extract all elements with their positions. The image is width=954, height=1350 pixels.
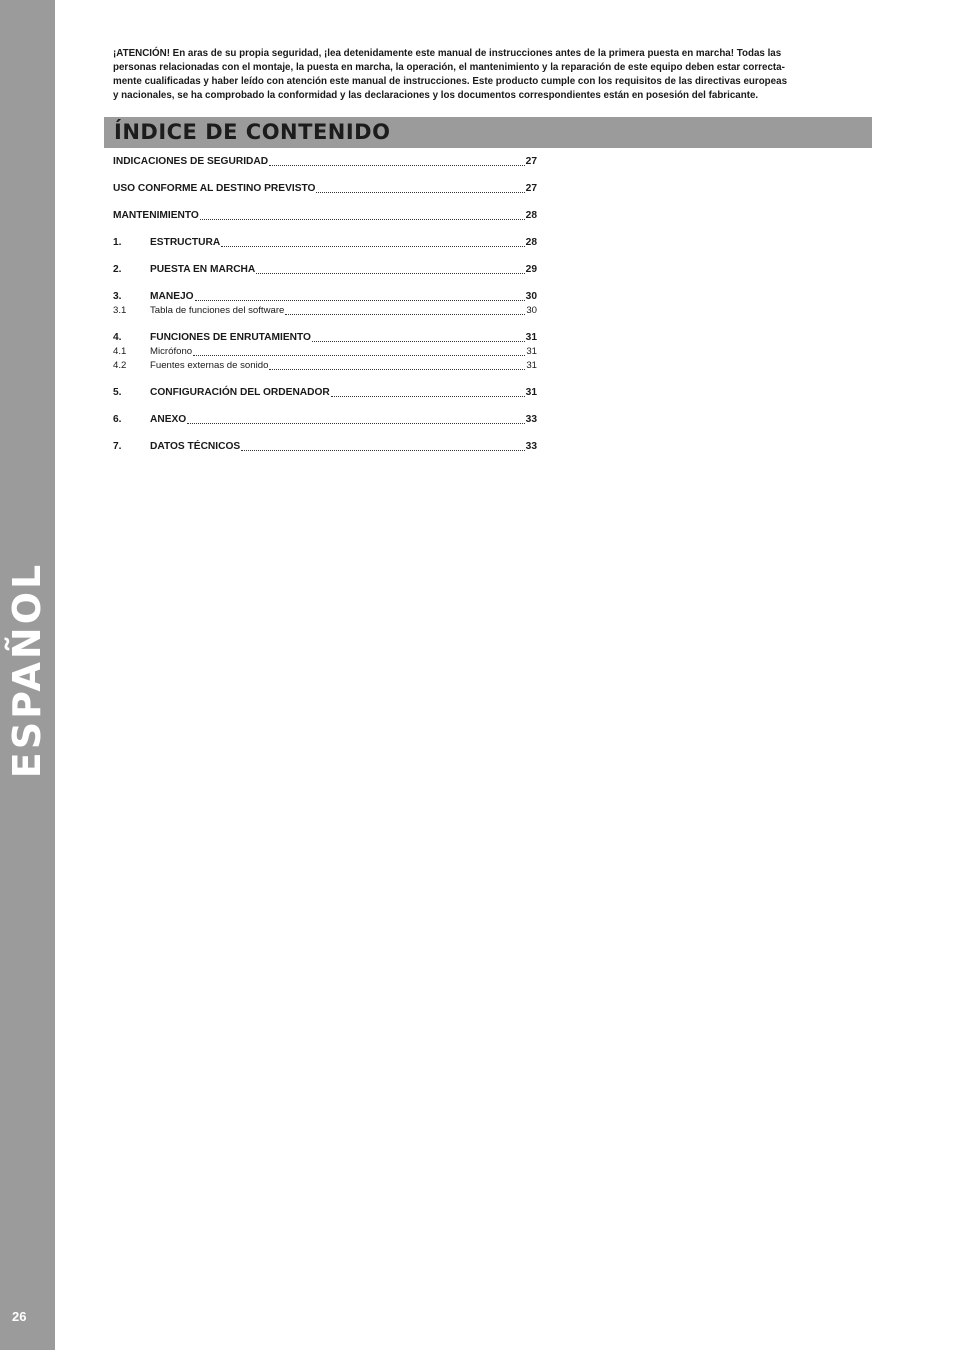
toc-dot-leader [316, 182, 524, 193]
toc-entry-page: 33 [525, 414, 537, 425]
toc-entry-title: INDICACIONES DE SEGURIDAD [113, 156, 269, 167]
toc-entry-page: 27 [525, 156, 537, 167]
toc-entry-title: ESTRUCTURA [150, 237, 221, 248]
toc-heading: ÍNDICE DE CONTENIDO [114, 120, 391, 144]
toc-entry[interactable] [113, 155, 537, 169]
toc-entry-number: 3.1 [113, 305, 127, 316]
toc-entry-title: Micrófono [150, 346, 193, 357]
toc-entry[interactable] [113, 345, 537, 359]
toc-entry-page: 30 [526, 305, 537, 316]
toc-dot-leader [269, 359, 525, 370]
toc-entry-title: MANEJO [150, 291, 194, 302]
toc-dot-leader [285, 304, 525, 315]
toc-dot-leader [256, 263, 524, 274]
toc-entry-number: 6. [113, 414, 122, 425]
toc-dot-leader [221, 236, 524, 247]
toc-entry-number: 3. [113, 291, 122, 302]
warning-line: y nacionales, se ha comprobado la conformidad y las declaraciones y los documentos correspondientes están en posesión del fabricante. [113, 90, 759, 101]
toc-entry[interactable] [113, 290, 537, 304]
toc-dot-leader [269, 155, 525, 166]
toc-entry-page: 33 [525, 441, 537, 452]
toc-entry-title: PUESTA EN MARCHA [150, 264, 256, 275]
toc-entry[interactable] [113, 182, 537, 196]
toc-entry-title: Fuentes externas de sonido [150, 360, 269, 371]
toc-entry[interactable] [113, 236, 537, 250]
language-label: ESPAÑOL [5, 561, 50, 779]
toc-entry-page: 31 [525, 387, 537, 398]
toc-entry-title: MANTENIMIENTO [113, 210, 199, 221]
toc-entry-number: 5. [113, 387, 122, 398]
toc-entry[interactable] [113, 263, 537, 277]
toc-entry[interactable] [113, 359, 537, 373]
toc-entry[interactable] [113, 413, 537, 427]
toc-entry-page: 30 [525, 291, 537, 302]
toc-entry-title: CONFIGURACIÓN DEL ORDENADOR [150, 387, 330, 398]
page-number: 26 [12, 1309, 27, 1324]
toc-entry-page: 28 [525, 237, 537, 248]
toc-entry-number: 4.2 [113, 360, 127, 371]
toc-entry-number: 1. [113, 237, 122, 248]
safety-warning [113, 47, 865, 103]
toc-entry-page: 27 [525, 183, 537, 194]
toc-entry-page: 31 [526, 346, 537, 357]
toc-entry-number: 2. [113, 264, 122, 275]
warning-line: ¡ATENCIÓN! En aras de su propia seguridad, ¡lea detenidamente este manual de instrucciones antes de la primera puesta en marcha! Todas las [113, 48, 782, 59]
toc-entry-page: 31 [525, 332, 537, 343]
toc-dot-leader [241, 440, 524, 451]
toc-entry-page: 29 [525, 264, 537, 275]
toc-entry-number: 7. [113, 441, 122, 452]
toc-entry-page: 28 [525, 210, 537, 221]
toc-heading-bar [104, 117, 872, 148]
toc-dot-leader [195, 290, 525, 301]
toc-entry-title: Tabla de funciones del software [150, 305, 285, 316]
toc-entry-page: 31 [526, 360, 537, 371]
toc-entry-title: ANEXO [150, 414, 187, 425]
warning-line: personas relacionadas con el montaje, la puesta en marcha, la operación, el mantenimiento y la reparación de este equipo deben estar correcta- [113, 62, 785, 73]
toc-dot-leader [187, 413, 524, 424]
toc-entry[interactable] [113, 440, 537, 454]
toc-dot-leader [312, 331, 525, 342]
toc-dot-leader [193, 345, 525, 356]
language-tab [5, 561, 50, 779]
toc-entry-number: 4.1 [113, 346, 127, 357]
toc-entry[interactable] [113, 331, 537, 345]
toc-entry-title: DATOS TÉCNICOS [150, 441, 241, 452]
toc-dot-leader [200, 209, 525, 220]
toc-entry-title: USO CONFORME AL DESTINO PREVISTO [113, 183, 316, 194]
toc-dot-leader [331, 386, 525, 397]
warning-line: mente cualificadas y haber leído con atención este manual de instrucciones. Este producto cumple con los requisitos de las directivas europeas [113, 76, 788, 87]
toc-entry[interactable] [113, 304, 537, 318]
toc-entry-title: FUNCIONES DE ENRUTAMIENTO [150, 332, 311, 343]
toc-entry-number: 4. [113, 332, 122, 343]
toc-entry[interactable] [113, 209, 537, 223]
toc-entry[interactable] [113, 386, 537, 400]
